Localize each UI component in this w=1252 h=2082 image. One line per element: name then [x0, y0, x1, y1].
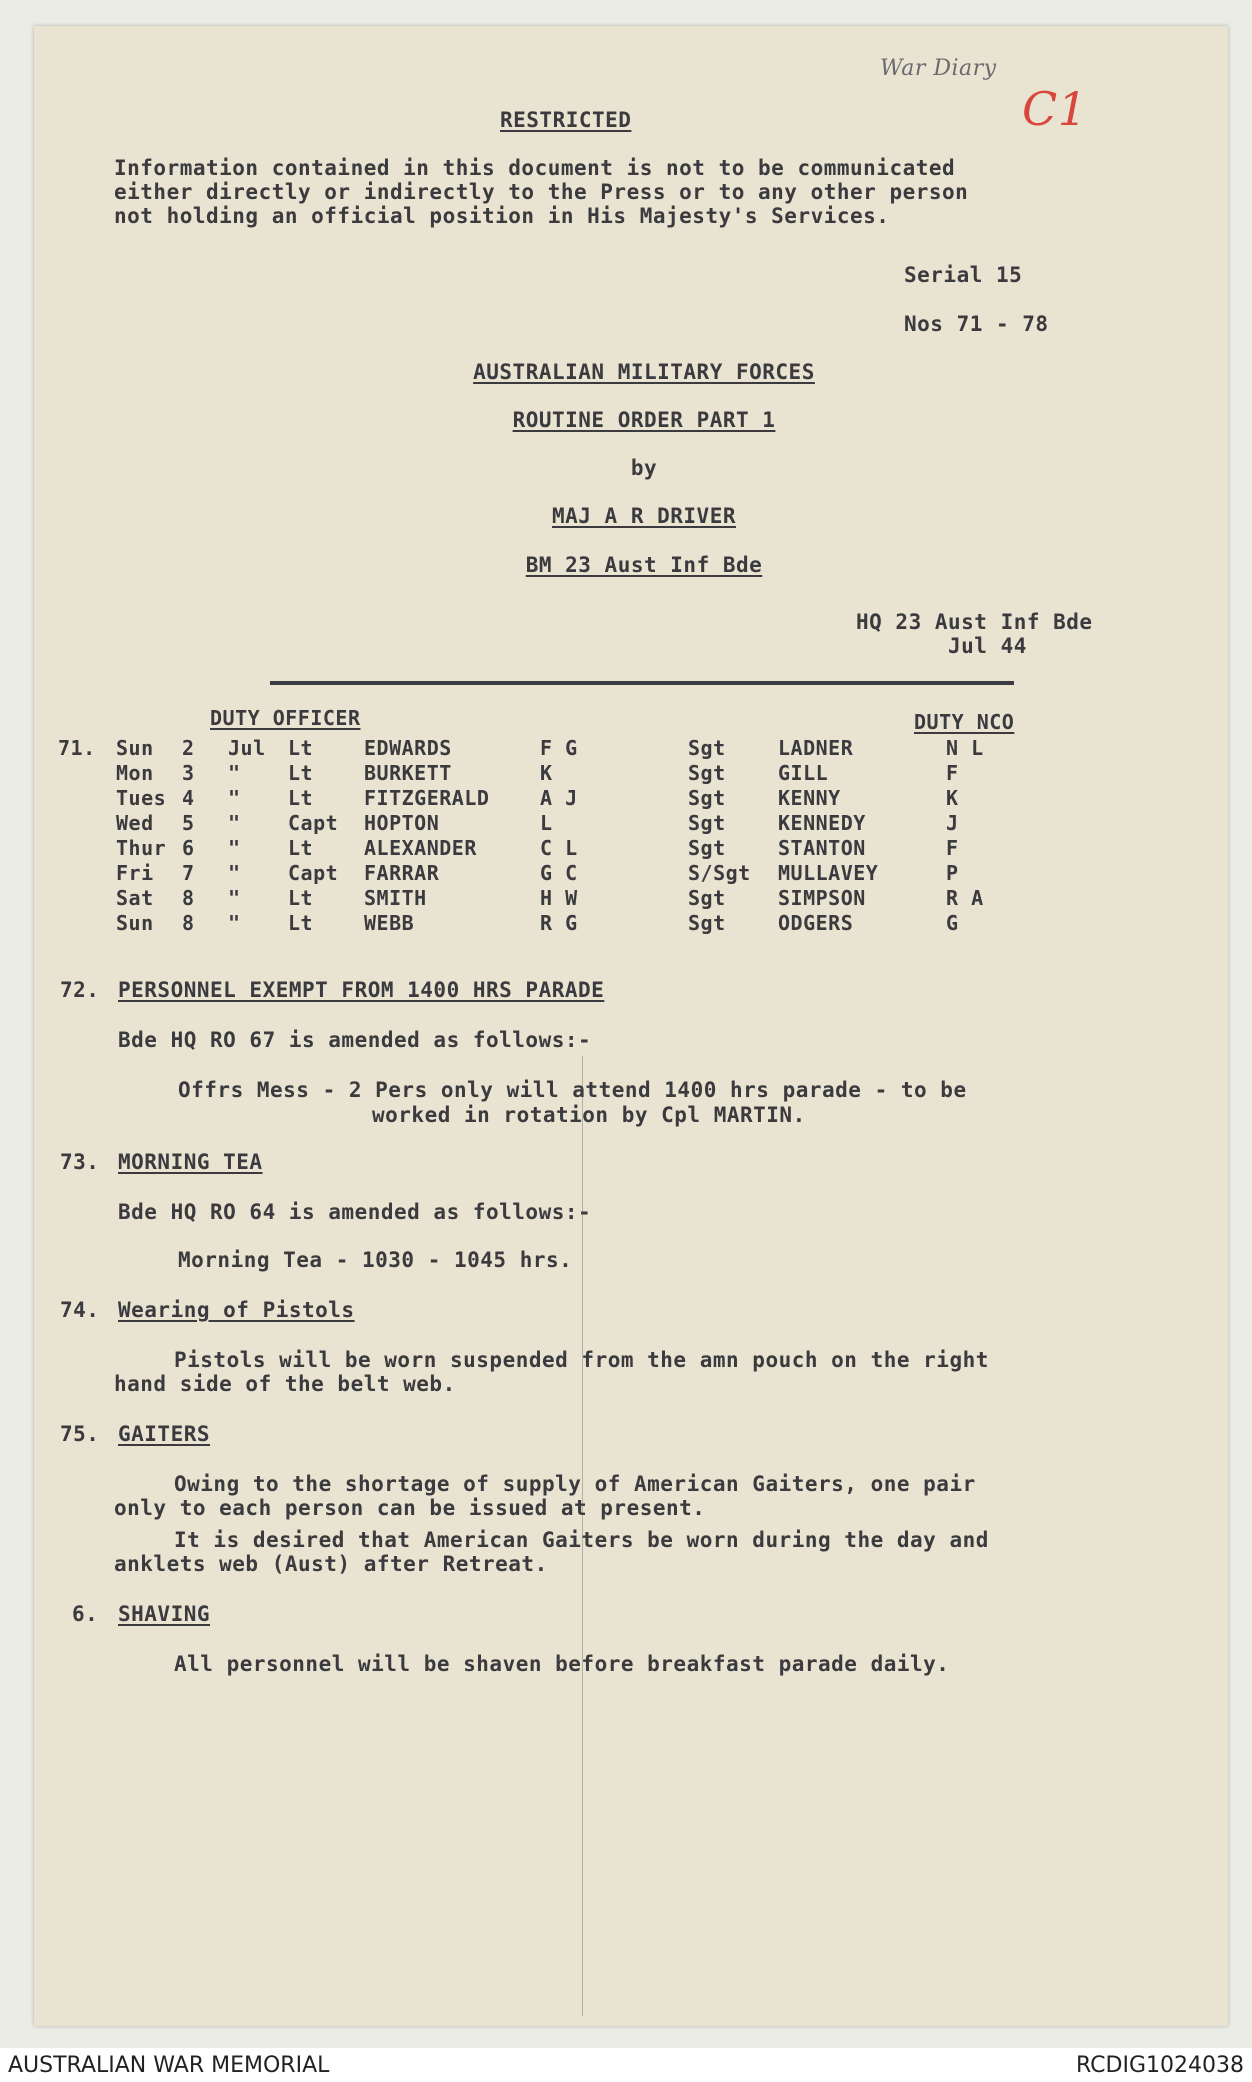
duty-item-number [58, 861, 116, 886]
footer-institution: AUSTRALIAN WAR MEMORIAL [8, 2053, 330, 2078]
duty-day: Mon [116, 761, 154, 785]
duty-nco-rank: Sgt [688, 736, 726, 760]
duty-nco-name: STANTON [778, 836, 866, 860]
duty-date: 8 [182, 911, 195, 935]
origin-line-2: Jul 44 [948, 634, 1027, 658]
duty-item-number: 71. [58, 736, 96, 760]
duty-item-number [58, 811, 116, 836]
item-72-title: PERSONNEL EXEMPT FROM 1400 HRS PARADE [118, 978, 605, 1002]
duty-month: " [228, 811, 241, 835]
duty-off-name: EDWARDS [364, 736, 452, 760]
item-72-number: 72. [60, 978, 100, 1002]
heading-line-2: ROUTINE ORDER PART 1 [512, 408, 776, 432]
order-numbers: Nos 71 - 78 [904, 312, 1049, 336]
duty-item-number [58, 836, 116, 861]
duty-month: " [228, 861, 241, 885]
duty-off-name: WEBB [364, 911, 415, 935]
duty-date: 4 [182, 786, 195, 810]
duty-off-name: BURKETT [364, 761, 452, 785]
item-74-line-2: hand side of the belt web. [114, 1372, 456, 1396]
duty-off-rank: Lt [288, 786, 314, 810]
duty-off-rank: Lt [288, 761, 314, 785]
caveat-line-2: either directly or indirectly to the Press or to any other person [114, 180, 969, 204]
duty-off-init: L [540, 811, 553, 835]
duty-nco-rank: Sgt [688, 786, 726, 810]
item-75-line-2: only to each person can be issued at present. [114, 1496, 706, 1520]
duty-day: Tues [116, 786, 167, 810]
duty-row [58, 911, 1006, 936]
duty-nco-name: LADNER [778, 736, 854, 760]
duty-nco-init: R A [946, 886, 984, 910]
duty-month: " [228, 886, 241, 910]
item-73-line-2: Morning Tea - 1030 - 1045 hrs. [178, 1248, 573, 1272]
duty-nco-init: P [946, 861, 959, 885]
duty-nco-init: K [946, 786, 959, 810]
duty-nco-rank: Sgt [688, 911, 726, 935]
archive-footer [0, 2048, 1252, 2082]
item-73-title: MORNING TEA [118, 1150, 263, 1174]
paper-fold-crease [582, 1056, 583, 2016]
duty-nco-name: KENNEDY [778, 811, 866, 835]
duty-nco-init: F [946, 836, 959, 860]
duty-off-rank: Capt [288, 861, 339, 885]
item-72-line-2: Offrs Mess - 2 Pers only will attend 1400 hrs parade - to be [178, 1078, 967, 1102]
duty-nco-name: SIMPSON [778, 886, 866, 910]
item-74-line-1: Pistols will be worn suspended from the amn pouch on the right [174, 1348, 989, 1372]
item-72-line-1: Bde HQ RO 67 is amended as follows:- [118, 1028, 592, 1052]
duty-off-name: SMITH [364, 886, 427, 910]
item-75-line-1: Owing to the shortage of supply of American Gaiters, one pair [174, 1472, 976, 1496]
duty-row [58, 736, 1006, 761]
duty-nco-header: DUTY NCO [914, 710, 1015, 734]
duty-date: 2 [182, 736, 195, 760]
duty-month: " [228, 911, 241, 935]
duty-off-init: F G [540, 736, 578, 760]
duty-off-init: R G [540, 911, 578, 935]
duty-month: " [228, 786, 241, 810]
duty-nco-name: GILL [778, 761, 829, 785]
heading-line-5: BM 23 Aust Inf Bde [525, 553, 763, 577]
duty-off-rank: Capt [288, 811, 339, 835]
duty-off-rank: Lt [288, 911, 314, 935]
duty-day: Sun [116, 911, 154, 935]
duty-row [58, 811, 1006, 836]
handwritten-note: War Diary [880, 56, 997, 81]
classification-heading: RESTRICTED [500, 108, 632, 132]
duty-off-rank: Lt [288, 836, 314, 860]
duty-month: " [228, 836, 241, 860]
duty-nco-name: MULLAVEY [778, 861, 879, 885]
duty-nco-init: N L [946, 736, 984, 760]
origin-line-1: HQ 23 Aust Inf Bde [856, 610, 1093, 634]
duty-roster-table [58, 736, 1006, 936]
duty-officer-header: DUTY OFFICER [210, 706, 361, 730]
duty-off-name: FITZGERALD [364, 786, 490, 810]
item-72-line-3: worked in rotation by Cpl MARTIN. [372, 1103, 806, 1127]
duty-nco-rank: Sgt [688, 886, 726, 910]
serial-number: Serial 15 [904, 263, 1023, 287]
duty-item-number [58, 786, 116, 811]
duty-nco-rank: S/Sgt [688, 861, 751, 885]
duty-nco-init: G [946, 911, 959, 935]
duty-item-number [58, 761, 116, 786]
duty-day: Sat [116, 886, 154, 910]
item-74-number: 74. [60, 1298, 100, 1322]
item-75-title: GAITERS [118, 1422, 211, 1446]
document-page [34, 26, 1228, 2026]
duty-off-init: A J [540, 786, 578, 810]
item-73-number: 73. [60, 1150, 100, 1174]
duty-day: Sun [116, 736, 154, 760]
duty-row [58, 886, 1006, 911]
duty-day: Fri [116, 861, 154, 885]
item-76-line-1: All personnel will be shaven before breakfast parade daily. [174, 1652, 950, 1676]
duty-month: Jul [228, 736, 266, 760]
item-75-line-3: It is desired that American Gaiters be worn during the day and [174, 1528, 989, 1552]
duty-item-number [58, 886, 116, 911]
duty-row [58, 786, 1006, 811]
duty-day: Thur [116, 836, 167, 860]
duty-row [58, 761, 1006, 786]
duty-off-init: G C [540, 861, 578, 885]
heading-line-3: by [630, 456, 658, 480]
duty-item-number [58, 911, 116, 936]
duty-nco-rank: Sgt [688, 836, 726, 860]
item-76-number: 6. [72, 1602, 99, 1626]
item-75-number: 75. [60, 1422, 100, 1446]
duty-nco-name: KENNY [778, 786, 841, 810]
item-74-title: Wearing of Pistols [118, 1298, 355, 1322]
duty-off-name: ALEXANDER [364, 836, 477, 860]
duty-row [58, 836, 1006, 861]
duty-month: " [228, 761, 241, 785]
item-76-title: SHAVING [118, 1602, 211, 1626]
duty-off-init: H W [540, 886, 578, 910]
duty-date: 5 [182, 811, 195, 835]
duty-date: 6 [182, 836, 195, 860]
footer-reference: RCDIG1024038 [1075, 2053, 1244, 2078]
duty-nco-init: F [946, 761, 959, 785]
duty-off-init: K [540, 761, 553, 785]
duty-row [58, 861, 1006, 886]
duty-off-name: HOPTON [364, 811, 440, 835]
section-divider [270, 681, 1014, 685]
duty-off-rank: Lt [288, 886, 314, 910]
heading-line-4: MAJ A R DRIVER [551, 504, 736, 528]
duty-nco-name: ODGERS [778, 911, 854, 935]
caveat-line-1: Information contained in this document is not to be communicated [114, 156, 956, 180]
duty-nco-rank: Sgt [688, 761, 726, 785]
duty-date: 7 [182, 861, 195, 885]
item-73-line-1: Bde HQ RO 64 is amended as follows:- [118, 1200, 592, 1224]
caveat-line-3: not holding an official position in His Majesty's Services. [114, 204, 890, 228]
duty-date: 3 [182, 761, 195, 785]
duty-date: 8 [182, 886, 195, 910]
heading-line-1: AUSTRALIAN MILITARY FORCES [473, 360, 815, 384]
handwritten-reference: C1 [1022, 82, 1088, 136]
duty-nco-init: J [946, 811, 959, 835]
duty-nco-rank: Sgt [688, 811, 726, 835]
item-75-line-4: anklets web (Aust) after Retreat. [114, 1552, 548, 1576]
duty-off-init: C L [540, 836, 578, 860]
duty-off-rank: Lt [288, 736, 314, 760]
duty-off-name: FARRAR [364, 861, 440, 885]
duty-day: Wed [116, 811, 154, 835]
